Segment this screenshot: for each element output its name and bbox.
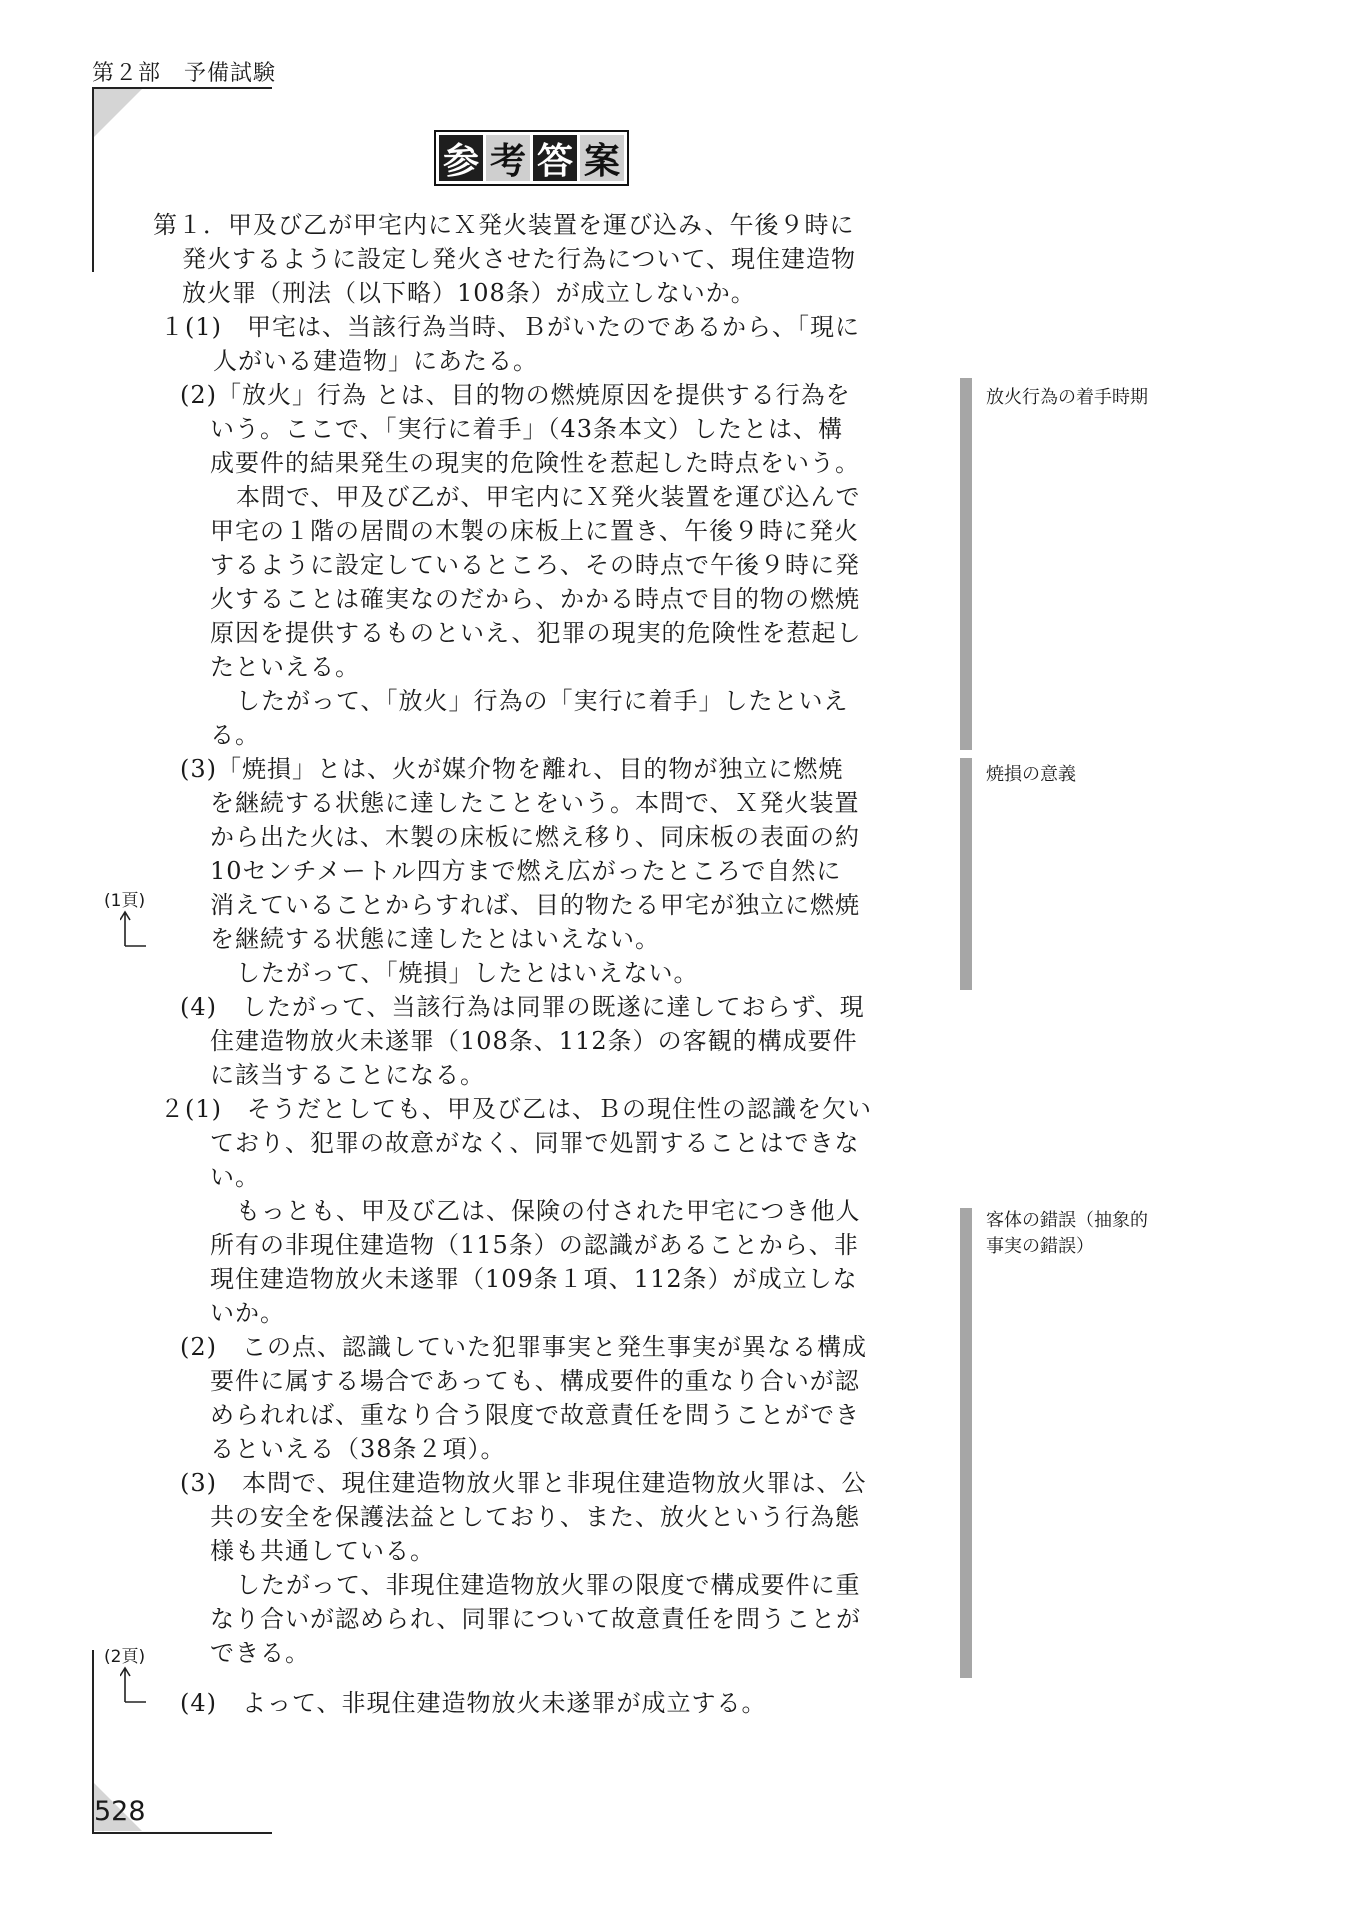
sidebar-note-line: 客体の錯誤（抽象的 — [986, 1210, 1148, 1231]
body-line: 火することは確実なのだから、かかる時点で目的物の燃焼 — [210, 585, 860, 613]
sidebar-bar — [960, 378, 972, 750]
body-line: もっとも、甲及び乙は、保険の付された甲宅につき他人 — [236, 1197, 861, 1225]
body-line: 第１．甲及び乙が甲宅内にＸ発火装置を運び込み、午後９時に — [153, 211, 855, 239]
body-line: 所有の非現住建造物（115条）の認識があることから、非 — [210, 1231, 859, 1259]
body-line: 共の安全を保護法益としており、また、放火という行為態 — [210, 1503, 860, 1531]
body-line: １(1) 甲宅は、当該行為当時、Ｂがいたのであるから、「現に — [160, 313, 860, 341]
title-char: 参 — [439, 135, 483, 181]
page-marker-arrow-icon — [120, 908, 150, 948]
body-line: 甲宅の１階の居間の木製の床板上に置き、午後９時に発火 — [210, 517, 860, 545]
body-line: できる。 — [210, 1639, 310, 1667]
body-line: したがって、「焼損」したとはいえない。 — [236, 959, 699, 987]
footer-rule — [92, 1832, 272, 1834]
corner-decoration-top — [94, 89, 142, 137]
title-char: 考 — [486, 135, 530, 181]
body-line: い。 — [210, 1163, 260, 1191]
body-line: (2) この点、認識していた犯罪事実と発生事実が異なる構成 — [180, 1333, 867, 1361]
body-line: 放火罪（刑法（以下略）108条）が成立しないか。 — [182, 279, 756, 307]
body-line: る。 — [210, 721, 260, 749]
sidebar-note-line: 放火行為の着手時期 — [986, 387, 1148, 408]
body-line: 様も共通している。 — [210, 1537, 435, 1565]
sidebar-bar — [960, 758, 972, 990]
body-line: したがって、「放火」行為の「実行に着手」したといえ — [236, 687, 849, 715]
sidebar-note-line: 焼損の意義 — [986, 764, 1076, 785]
body-line: するように設定しているところ、その時点で午後９時に発 — [210, 551, 860, 579]
body-line: 住建造物放火未遂罪（108条、112条）の客観的構成要件 — [210, 1027, 858, 1055]
sidebar-note — [986, 1208, 1148, 1260]
sidebar-note — [986, 385, 1148, 411]
sidebar-bar — [960, 1208, 972, 1678]
body-line: から出た火は、木製の床板に燃え移り、同床板の表面の約 — [210, 823, 860, 851]
body-line: 消えていることからすれば、目的物たる甲宅が独立に燃焼 — [210, 891, 860, 919]
body-line: ２(1) そうだとしても、甲及び乙は、Ｂの現住性の認識を欠い — [160, 1095, 872, 1123]
section-label: 第２部 予備試験 — [92, 61, 277, 86]
body-line: 人がいる建造物」にあたる。 — [213, 347, 538, 375]
body-line: なり合いが認められ、同罪について故意責任を問うことが — [210, 1605, 861, 1633]
body-line: 成要件的結果発生の現実的危険性を惹起した時点をいう。 — [210, 449, 860, 477]
body-line: を継続する状態に達したとはいえない。 — [210, 925, 660, 953]
page-marker — [100, 1642, 160, 1712]
page-marker — [100, 886, 160, 956]
body-line: (4) よって、非現住建造物放火未遂罪が成立する。 — [180, 1689, 767, 1717]
body-line: いか。 — [210, 1299, 285, 1327]
body-line: (2)「放火」行為 とは、目的物の燃焼原因を提供する行為を — [180, 381, 851, 409]
body-line: るといえる（38条２項）。 — [210, 1435, 506, 1463]
page-marker-label: (1頁) — [104, 891, 146, 911]
body-line: (3) 本問で、現住建造物放火罪と非現住建造物放火罪は、公 — [180, 1469, 867, 1497]
body-line: 要件に属する場合であっても、構成要件的重なり合いが認 — [210, 1367, 860, 1395]
sidebar-note — [986, 762, 1076, 788]
title-char: 案 — [580, 135, 624, 181]
page-number: 528 — [94, 1796, 146, 1827]
sidebar-note-line: 事実の錯誤） — [986, 1236, 1094, 1257]
page-marker-arrow-icon — [120, 1664, 150, 1704]
body-line: 10センチメートル四方まで燃え広がったところで自然に — [210, 857, 842, 885]
body-line: 原因を提供するものといえ、犯罪の現実的危険性を惹起し — [210, 619, 862, 647]
body-line: (3)「焼損」とは、火が媒介物を離れ、目的物が独立に燃焼 — [180, 755, 844, 783]
title-char: 答 — [533, 135, 577, 181]
answer-title — [434, 130, 629, 186]
body-line: 本問で、甲及び乙が、甲宅内にＸ発火装置を運び込んで — [236, 483, 861, 511]
body-line: たといえる。 — [210, 653, 360, 681]
body-line: められれば、重なり合う限度で故意責任を問うことができ — [210, 1401, 860, 1429]
body-line: いう。ここで、「実行に着手」（43条本文）したとは、構 — [210, 415, 844, 443]
body-line: したがって、非現住建造物放火罪の限度で構成要件に重 — [236, 1571, 861, 1599]
page-marker-label: (2頁) — [104, 1647, 146, 1667]
body-line: 発火するように設定し発火させた行為について、現住建造物 — [182, 245, 857, 273]
body-line: ており、犯罪の故意がなく、同罪で処罰することはできな — [210, 1129, 860, 1157]
body-line: 現住建造物放火未遂罪（109条１項、112条）が成立しな — [210, 1265, 858, 1293]
body-line: に該当することになる。 — [210, 1061, 485, 1089]
body-line: (4) したがって、当該行為は同罪の既遂に達しておらず、現 — [180, 993, 865, 1021]
body-line: を継続する状態に達したことをいう。本問で、Ｘ発火装置 — [210, 789, 860, 817]
